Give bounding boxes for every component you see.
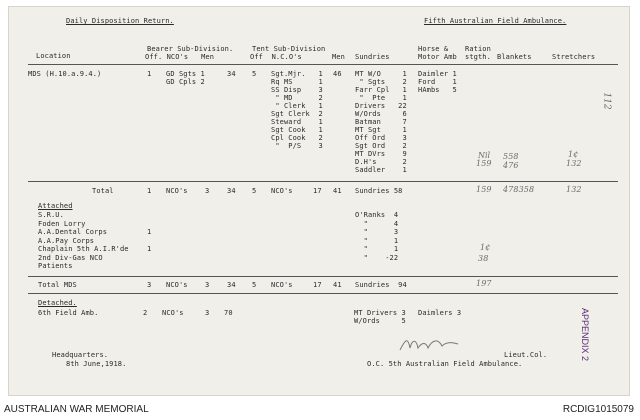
row-mds-bearer-ncos: GD Sgts 1 GD Cpls 2	[166, 70, 205, 86]
row-total-bearer-men: 34	[227, 187, 236, 195]
col-tent-sub: Off N.C.O's Men	[250, 53, 345, 61]
col-bearer-group: Bearer Sub-Division.	[147, 45, 234, 53]
rule-header	[28, 64, 618, 65]
detached-men: 70	[224, 309, 233, 317]
signoff-rank: Lieut.Col.	[504, 351, 548, 359]
document-title: Daily Disposition Return.	[66, 17, 174, 25]
row-total-tent-off: 5	[252, 187, 257, 195]
row-mds-tent-ncos: Sgt.Mjr. 1 Rq MS 1 SS Disp 3 " MD 2 " Clerk 1 Sgt Clerk 2 Steward 1 Sgt Cook 1 Cpl Cook 2 " P/S 3	[271, 70, 323, 150]
row-total-stretchers: 132	[566, 185, 582, 194]
row-mds-bearer-men: 34	[227, 70, 236, 78]
row-totalmds-tent-ncos: NCO's	[271, 281, 293, 289]
row-mds-location: MDS (H.10.a.9.4.)	[28, 70, 102, 78]
rule-total	[28, 181, 618, 182]
pencil-mark: 1¢	[568, 150, 579, 159]
detached-ncos: NCO's	[162, 309, 184, 317]
row-mds-tent-men: 46	[333, 70, 342, 78]
row-total-bearer-nco-count: 3	[205, 187, 210, 195]
row-mds-bearer-off: 1	[147, 70, 152, 78]
attached-ranks: O'Ranks 4 " 4 " 3 " 1 " 1 " -22	[355, 211, 399, 262]
col-location: Location	[36, 52, 71, 60]
footer-institution: AUSTRALIAN WAR MEMORIAL	[4, 404, 149, 415]
row-total-sundries: Sundries 58	[355, 187, 403, 195]
row-total-ncos: NCO's	[166, 187, 188, 195]
signature-image	[398, 336, 460, 354]
row-totalmds-bearer-nco-count: 3	[205, 281, 210, 289]
row-total-tent-men: 41	[333, 187, 342, 195]
col-horse: Horse & Motor Amb	[418, 45, 457, 61]
rule-detached	[28, 293, 618, 294]
col-blankets: Blankets	[497, 53, 532, 61]
row-total-blankets: 478358	[503, 185, 535, 194]
attached-ration: 38	[478, 254, 489, 263]
row-totalmds-label: Total MDS	[38, 281, 77, 289]
pencil-page-number: 112	[601, 92, 612, 110]
col-tent-group: Tent Sub-Division	[252, 45, 326, 53]
detached-nco-count: 3	[205, 309, 210, 317]
detached-bearer-off: 2	[143, 309, 148, 317]
row-mds-sundries: MT W/O 1 " Sgts 2 Farr Cpl 1 " Pte 1 Drivers 22 W/Ords 6 Batman 7 MT Sgt 1 Off Ord 3 Sgt Ord 2 MT DVrs 9 D.H's 2 Saddler 1	[355, 70, 407, 174]
appendix-stamp	[580, 308, 590, 320]
rule-total-mds	[28, 276, 618, 277]
col-sundries: Sundries	[355, 53, 390, 61]
row-total-bearer-off: 1	[147, 187, 152, 195]
row-mds-horse: Daimler 1 Ford 1 HAmbs 5	[418, 70, 457, 94]
row-total-label: Total	[92, 187, 114, 195]
attached-heading: Attached	[38, 202, 73, 210]
signoff-place: Headquarters.	[52, 351, 109, 359]
row-mds-ration: 159	[476, 159, 492, 168]
row-totalmds-tent-men: 41	[333, 281, 342, 289]
row-totalmds-bearer-off: 3	[147, 281, 152, 289]
detached-horse: Daimlers 3	[418, 309, 462, 317]
signoff-date: 8th June,1918.	[66, 360, 127, 368]
attached-off: 1 1	[147, 228, 152, 253]
detached-sundries: MT Drivers 3 W/Ords 5	[354, 309, 406, 325]
row-totalmds-sundries: Sundries 94	[355, 281, 407, 289]
signoff-office: O.C. 5th Australian Field Ambulance.	[367, 360, 523, 368]
pencil-mark: Nil	[478, 151, 491, 160]
row-totalmds-tent-nco-count: 17	[313, 281, 322, 289]
row-mds-tent-off: 5	[252, 70, 257, 78]
detached-heading: Detached.	[38, 299, 77, 307]
row-total-tent-nco-count: 17	[313, 187, 322, 195]
detached-location: 6th Field Amb.	[38, 309, 99, 317]
attached-items: S.R.U. Foden Lorry A.A.Dental Corps A.A.Pay Corps Chaplain 5th A.I.R'de 2nd Div-Gas NCO Patients	[38, 211, 129, 270]
row-mds-stretchers: 132	[566, 159, 582, 168]
row-totalmds-tent-off: 5	[252, 281, 257, 289]
pencil-mark: 1¢	[480, 243, 491, 252]
row-total-tent-ncos: NCO's	[271, 187, 293, 195]
unit-name: Fifth Australian Field Ambulance.	[424, 17, 567, 25]
row-totalmds-ration: 197	[476, 279, 492, 288]
row-totalmds-bearer-men: 34	[227, 281, 236, 289]
col-ration: Ration stgth.	[465, 45, 491, 61]
col-bearer-sub: Off. NCO's Men	[145, 53, 215, 61]
footer-record-id: RCDIG1015079	[562, 404, 634, 415]
row-total-ration: 159	[476, 185, 492, 194]
row-totalmds-ncos: NCO's	[166, 281, 188, 289]
archive-footer	[0, 402, 640, 420]
row-mds-blankets: 558 476	[503, 152, 519, 170]
col-stretchers: Stretchers	[552, 53, 596, 61]
